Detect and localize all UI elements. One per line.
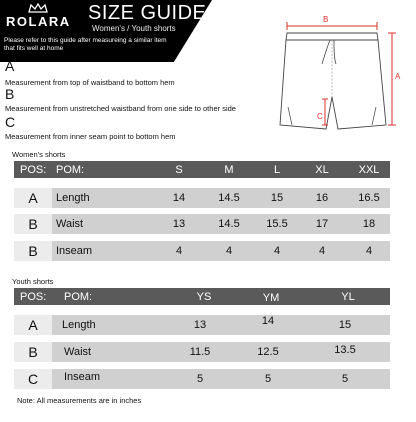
row-letter: A [14,315,52,335]
shorts-diagram [268,2,416,142]
cell: 14.5 [218,218,240,230]
cell: 4 [365,245,373,257]
crown-icon [28,3,48,13]
womens-size-xl: XL [315,163,329,176]
row-letter: B [14,241,52,261]
cell: 13 [193,319,207,331]
cell: 4 [225,245,233,257]
row-letter: B [14,214,52,234]
cell: 13.5 [334,344,356,356]
cell: 18 [362,218,376,230]
youth-header-row [14,288,390,305]
measure-desc-c: Measurement from inner seam point to bottom hem [5,132,176,141]
youth-pos-header: POS: [20,290,47,303]
page-title: SIZE GUIDE [88,2,207,24]
row-name: Waist [64,346,92,358]
measure-desc-a: Measurement from top of waistband to bottom hem [5,78,175,87]
womens-size-m: M [224,163,234,176]
row-name: Waist [56,218,84,230]
measure-letter-a: A [5,58,15,74]
youth-size-ys: YS [196,290,212,303]
youth-section-label: Youth shorts [12,277,54,286]
diagram-label-a: A [395,72,401,81]
youth-pom-header: POM: [64,290,93,303]
cell: 5 [341,373,349,385]
womens-size-l: L [273,163,281,176]
youth-row-inseam [14,369,390,389]
womens-row-waist [14,214,390,234]
cell: 15 [270,192,284,204]
womens-pos-header: POS: [20,163,47,176]
row-name: Length [56,192,90,204]
row-letter: C [14,369,52,389]
brand-name: ROLARA [6,14,71,29]
womens-size-xxl: XXL [358,163,380,176]
footnote: Note: All measurements are in inches [17,396,142,405]
womens-row-inseam [14,241,390,261]
cell: 16.5 [358,192,380,204]
cell: 4 [318,245,326,257]
womens-pom-header: POM: [56,163,85,176]
youth-row-length [14,315,390,335]
row-letter: A [14,188,52,208]
measure-letter-b: B [5,86,15,102]
cell: 14.5 [218,192,240,204]
youth-size-yl: YL [341,290,355,303]
measure-desc-b: Measurement from unstretched waistband from one side to other side [5,104,236,113]
youth-size-ym: YM [262,292,280,305]
brand-logo [4,3,74,29]
measure-b-line [287,22,377,30]
row-name: Length [62,319,96,331]
row-name: Inseam [56,245,93,257]
row-letter: B [14,342,52,362]
womens-size-s: S [175,163,183,176]
cell: 14 [172,192,186,204]
cell: 4 [273,245,281,257]
row-name: Inseam [64,371,101,383]
cell: 13 [172,218,186,230]
cell: 5 [196,373,204,385]
youth-row-waist [14,342,390,362]
header-note: Please refer to this guide after measureing a similar item that fits well at home [4,37,167,52]
cell: 16 [315,192,329,204]
measure-letter-c: C [5,114,16,130]
cell: 14 [261,315,275,327]
cell: 12.5 [257,346,279,358]
diagram-label-b: B [323,15,329,24]
diagram-label-c: C [317,112,323,121]
cell: 15.5 [266,218,288,230]
shorts-outline [280,33,386,129]
womens-row-length [14,188,390,208]
cell: 4 [175,245,183,257]
cell: 11.5 [189,346,211,358]
cell: 15 [338,319,352,331]
cell: 17 [315,218,329,230]
cell: 5 [264,373,272,385]
womens-section-label: Women's shorts [12,150,66,159]
page-subtitle: Women's / Youth shorts [92,24,176,33]
womens-header-row [14,161,390,178]
